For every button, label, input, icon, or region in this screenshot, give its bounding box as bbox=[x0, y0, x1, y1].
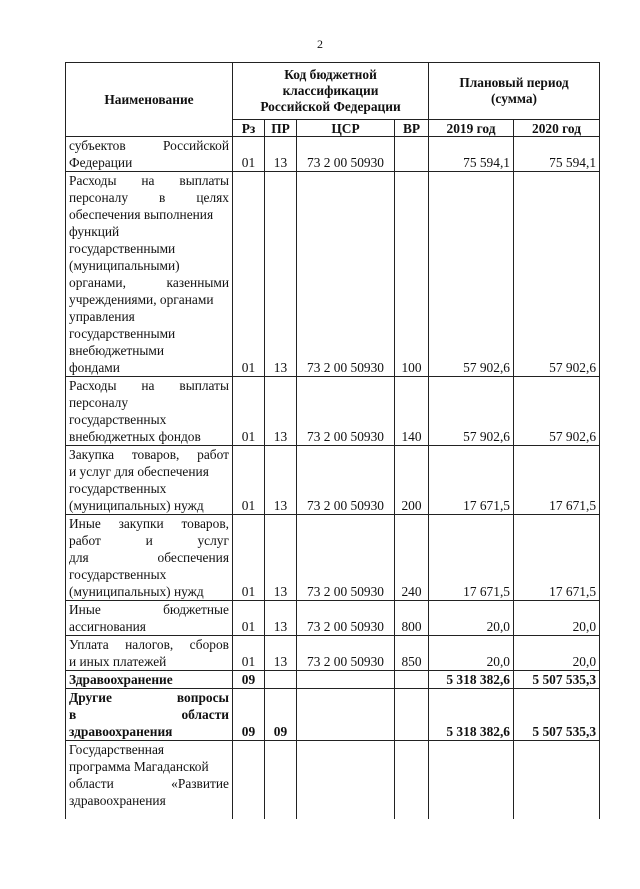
row-name-word: выплаты bbox=[179, 378, 229, 393]
row-name bbox=[66, 636, 233, 671]
header-vr: ВР bbox=[395, 120, 429, 137]
row-name-word: сборов bbox=[189, 637, 229, 652]
row-rz: 01 bbox=[233, 446, 265, 515]
row-name-line bbox=[69, 446, 229, 463]
row-name-line bbox=[69, 223, 229, 240]
row-2019 bbox=[429, 741, 514, 820]
row-name bbox=[66, 377, 233, 446]
row-name-line bbox=[69, 566, 229, 583]
header-code-line: Российской Федерации bbox=[260, 99, 401, 114]
row-rz: 01 bbox=[233, 515, 265, 601]
row-name-word: и услуг для обеспечения bbox=[69, 464, 209, 479]
row-name-word: Российской bbox=[163, 138, 229, 153]
row-name bbox=[66, 515, 233, 601]
row-csr: 73 2 00 50930 bbox=[297, 446, 395, 515]
row-name-word: Здравоохранение bbox=[69, 672, 173, 687]
row-name-word: обеспечения bbox=[157, 550, 229, 565]
table-body bbox=[66, 137, 600, 820]
row-name-word: (муниципальными) bbox=[69, 258, 180, 273]
row-name-line bbox=[69, 583, 229, 600]
row-2020: 75 594,1 bbox=[514, 137, 600, 172]
row-name bbox=[66, 671, 233, 689]
row-csr bbox=[297, 689, 395, 741]
row-name-line bbox=[69, 758, 229, 775]
row-name-line bbox=[69, 137, 229, 154]
row-pr: 13 bbox=[265, 515, 297, 601]
row-name-word: управления bbox=[69, 309, 135, 324]
row-name-word: здравоохранения bbox=[69, 793, 166, 808]
row-2019: 17 671,5 bbox=[429, 515, 514, 601]
row-name-word: внебюджетных фондов bbox=[69, 429, 201, 444]
row-name-word: функций bbox=[69, 224, 120, 239]
row-csr bbox=[297, 671, 395, 689]
row-rz: 01 bbox=[233, 601, 265, 636]
row-name-word: области bbox=[69, 776, 114, 791]
table-row bbox=[66, 377, 600, 446]
row-name-line bbox=[69, 377, 229, 394]
header-rz: Рз bbox=[233, 120, 265, 137]
row-name-line bbox=[69, 515, 229, 532]
row-name-line bbox=[69, 206, 229, 223]
row-2020: 17 671,5 bbox=[514, 515, 600, 601]
row-2019: 75 594,1 bbox=[429, 137, 514, 172]
row-pr bbox=[265, 671, 297, 689]
row-vr: 240 bbox=[395, 515, 429, 601]
row-2020: 20,0 bbox=[514, 601, 600, 636]
row-pr: 13 bbox=[265, 636, 297, 671]
row-2019: 57 902,6 bbox=[429, 377, 514, 446]
row-csr: 73 2 00 50930 bbox=[297, 377, 395, 446]
row-vr bbox=[395, 137, 429, 172]
row-name-word: работ bbox=[197, 447, 229, 462]
row-csr bbox=[297, 741, 395, 820]
table-row bbox=[66, 601, 600, 636]
row-name-word: Государственная bbox=[69, 742, 165, 757]
row-rz: 09 bbox=[233, 671, 265, 689]
header-code-line: Код бюджетной bbox=[284, 67, 377, 82]
row-name-word: персоналу bbox=[69, 190, 129, 205]
header-code-group bbox=[233, 63, 429, 120]
row-name bbox=[66, 689, 233, 741]
row-2019: 5 318 382,6 bbox=[429, 671, 514, 689]
row-name-word: закупки bbox=[118, 516, 164, 531]
row-vr: 140 bbox=[395, 377, 429, 446]
row-name-line bbox=[69, 618, 229, 635]
header-2020: 2020 год bbox=[514, 120, 600, 137]
row-name-word: выплаты bbox=[179, 173, 229, 188]
row-name-word: и bbox=[145, 533, 153, 548]
row-vr: 850 bbox=[395, 636, 429, 671]
row-name-line bbox=[69, 463, 229, 480]
table-row bbox=[66, 671, 600, 689]
row-name-line bbox=[69, 706, 229, 723]
row-rz: 01 bbox=[233, 172, 265, 377]
row-name-word: Уплата налогов, bbox=[69, 637, 174, 652]
row-csr: 73 2 00 50930 bbox=[297, 137, 395, 172]
row-vr bbox=[395, 689, 429, 741]
row-name-line bbox=[69, 792, 229, 809]
row-rz: 01 bbox=[233, 137, 265, 172]
row-name-line bbox=[69, 154, 229, 171]
row-name-word: государственных bbox=[69, 567, 167, 582]
row-name-word: Другие bbox=[69, 690, 112, 705]
row-name-word: здравоохранения bbox=[69, 724, 173, 739]
row-name-line bbox=[69, 342, 229, 359]
row-name-word: (муниципальных) нужд bbox=[69, 498, 204, 513]
row-name-line bbox=[69, 411, 229, 428]
row-2019: 17 671,5 bbox=[429, 446, 514, 515]
row-name-word: субъектов bbox=[69, 138, 126, 153]
row-name-line bbox=[69, 741, 229, 758]
table-row bbox=[66, 515, 600, 601]
row-name-line bbox=[69, 428, 229, 445]
row-name-word: внебюджетными bbox=[69, 343, 165, 358]
table-row bbox=[66, 689, 600, 741]
row-csr: 73 2 00 50930 bbox=[297, 172, 395, 377]
row-name-line bbox=[69, 532, 229, 549]
row-name-word: в bbox=[69, 707, 77, 722]
row-name-line bbox=[69, 689, 229, 706]
row-name-line bbox=[69, 257, 229, 274]
row-name-word: государственными bbox=[69, 326, 176, 341]
row-name-line bbox=[69, 189, 229, 206]
row-name-word: казенными bbox=[166, 275, 229, 290]
row-name-word: «Развитие bbox=[171, 776, 229, 791]
row-pr: 13 bbox=[265, 446, 297, 515]
table-row bbox=[66, 741, 600, 820]
row-vr: 100 bbox=[395, 172, 429, 377]
row-2020: 20,0 bbox=[514, 636, 600, 671]
row-csr: 73 2 00 50930 bbox=[297, 601, 395, 636]
row-csr: 73 2 00 50930 bbox=[297, 636, 395, 671]
row-2019: 20,0 bbox=[429, 601, 514, 636]
row-name-line bbox=[69, 497, 229, 514]
row-name-word: и иных платежей bbox=[69, 654, 167, 669]
row-2020: 5 507 535,3 bbox=[514, 689, 600, 741]
table-row bbox=[66, 172, 600, 377]
row-name-word: государственных bbox=[69, 481, 167, 496]
row-name-word: программа Магаданской bbox=[69, 759, 209, 774]
row-name-word: Закупка товаров, bbox=[69, 447, 180, 462]
row-name-line bbox=[69, 653, 229, 670]
row-name-line bbox=[69, 172, 229, 189]
header-pr: ПР bbox=[265, 120, 297, 137]
row-2019: 5 318 382,6 bbox=[429, 689, 514, 741]
row-name-word: целях bbox=[196, 190, 229, 205]
row-name-word: в bbox=[159, 190, 166, 205]
row-vr: 200 bbox=[395, 446, 429, 515]
row-name-word: на bbox=[141, 378, 155, 393]
row-name-word: области bbox=[181, 707, 229, 722]
row-name-word: государственных bbox=[69, 412, 167, 427]
header-2019: 2019 год bbox=[429, 120, 514, 137]
row-rz bbox=[233, 741, 265, 820]
row-name-word: услуг bbox=[197, 533, 229, 548]
row-name-word: органами, bbox=[69, 275, 126, 290]
row-name-word: обеспечения выполнения bbox=[69, 207, 214, 222]
row-name-word: ассигнования bbox=[69, 619, 146, 634]
row-name bbox=[66, 601, 233, 636]
row-name-word: вопросы bbox=[176, 690, 229, 705]
row-2019: 20,0 bbox=[429, 636, 514, 671]
row-name-line bbox=[69, 601, 229, 618]
row-rz: 01 bbox=[233, 377, 265, 446]
row-name bbox=[66, 741, 233, 820]
row-name-line bbox=[69, 274, 229, 291]
row-name-line bbox=[69, 394, 229, 411]
row-2020: 57 902,6 bbox=[514, 377, 600, 446]
row-2020: 17 671,5 bbox=[514, 446, 600, 515]
row-name-word: Иные bbox=[69, 516, 101, 531]
table-row bbox=[66, 636, 600, 671]
row-name-word: Федерации bbox=[69, 155, 133, 170]
row-2019: 57 902,6 bbox=[429, 172, 514, 377]
header-row bbox=[66, 63, 600, 120]
row-vr: 800 bbox=[395, 601, 429, 636]
row-pr: 13 bbox=[265, 377, 297, 446]
row-name-line bbox=[69, 291, 229, 308]
table-row bbox=[66, 446, 600, 515]
row-vr bbox=[395, 671, 429, 689]
row-name-word: товаров, bbox=[181, 516, 229, 531]
row-name-line bbox=[69, 325, 229, 342]
row-name-line bbox=[69, 480, 229, 497]
row-name-word: работ bbox=[69, 533, 101, 548]
row-name-word: бюджетные bbox=[163, 602, 229, 617]
table-row bbox=[66, 137, 600, 172]
row-name-line bbox=[69, 240, 229, 257]
budget-table bbox=[65, 62, 600, 819]
row-name-line bbox=[69, 549, 229, 566]
header-plan-group bbox=[429, 63, 600, 120]
row-name-word: на bbox=[141, 173, 155, 188]
row-pr bbox=[265, 741, 297, 820]
header-name: Наименование bbox=[66, 63, 233, 137]
row-name-line bbox=[69, 671, 229, 688]
row-2020: 57 902,6 bbox=[514, 172, 600, 377]
row-name-line bbox=[69, 359, 229, 376]
row-pr: 09 bbox=[265, 689, 297, 741]
row-name-line bbox=[69, 636, 229, 653]
row-pr: 13 bbox=[265, 601, 297, 636]
row-name-word: персоналу bbox=[69, 395, 129, 410]
row-name-word: для bbox=[69, 550, 89, 565]
header-code-line: классификации bbox=[282, 83, 379, 98]
page-number: 2 bbox=[317, 37, 323, 51]
row-name-line bbox=[69, 775, 229, 792]
row-2020: 5 507 535,3 bbox=[514, 671, 600, 689]
row-name-word: государственными bbox=[69, 241, 176, 256]
row-name-word: учреждениями, органами bbox=[69, 292, 214, 307]
row-name bbox=[66, 446, 233, 515]
row-name-word: (муниципальных) нужд bbox=[69, 584, 204, 599]
row-name-word: Расходы bbox=[69, 173, 117, 188]
row-name-line bbox=[69, 723, 229, 740]
row-name-word: Иные bbox=[69, 602, 101, 617]
header-plan-line: (сумма) bbox=[490, 91, 538, 106]
row-vr bbox=[395, 741, 429, 820]
row-name-word: Расходы bbox=[69, 378, 117, 393]
row-name bbox=[66, 137, 233, 172]
header-csr: ЦСР bbox=[297, 120, 395, 137]
row-pr: 13 bbox=[265, 137, 297, 172]
row-name-word: фондами bbox=[69, 360, 120, 375]
row-rz: 01 bbox=[233, 636, 265, 671]
row-csr: 73 2 00 50930 bbox=[297, 515, 395, 601]
row-name-line bbox=[69, 308, 229, 325]
row-pr: 13 bbox=[265, 172, 297, 377]
row-rz: 09 bbox=[233, 689, 265, 741]
row-name bbox=[66, 172, 233, 377]
row-2020 bbox=[514, 741, 600, 820]
header-plan-line: Плановый период bbox=[459, 75, 569, 90]
